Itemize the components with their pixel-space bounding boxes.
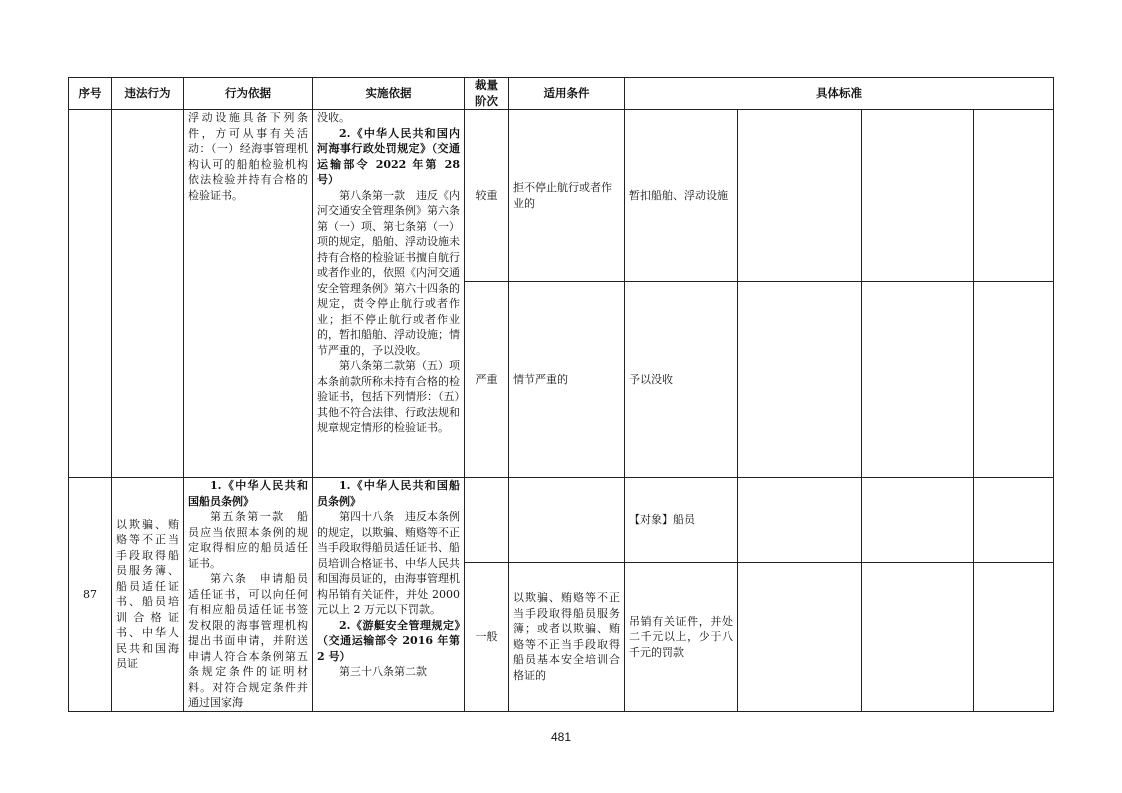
cont-no-cell [69,110,112,478]
cont-impl-p2: 2.《中华人民共和国内河海事行政处罚规定》（交通运输部令 2022 年第 28 号） [317,126,460,186]
cont-cond-a: 拒不停止航行或者作业的 [509,110,625,282]
header-discretion-level [465,78,509,110]
empty-cell [974,563,1054,711]
row-87-standard: 吊销有关证件，并处二千元以上，少于八千元的罚款 [625,563,738,711]
table-row [69,478,1054,563]
empty-cell [862,282,974,478]
cont-impl-p1: 没收。 [317,111,350,124]
row-87-impl-p2: 第四十八条 违反本条例的规定，以欺骗、贿赂等不正当手段取得船员适任证书、船员培训合格证书、中华人民共和国海员证的，由海事管理机构吊销有关证件，并处 2000 元以上 2 万元以下罚款。 [317,510,460,616]
empty-cell [509,478,625,563]
cont-level-a: 较重 [465,110,509,282]
row-87-no: 87 [69,478,112,712]
cont-cond-b: 情节严重的 [509,282,625,478]
table-header-row [69,78,1054,110]
row-87-impl-p3: 2.《游艇安全管理规定》（交通运输部令 2016 年第 2 号） [317,618,460,663]
empty-cell [738,282,862,478]
row-87-object: 【对象】船员 [625,478,738,563]
empty-cell [862,478,974,563]
row-87-basis-p2: 第五条第一款 船员应当依照本条例的规定取得相应的船员适任证书。 [188,510,308,570]
header-act-basis: 行为依据 [184,78,313,110]
header-specific-standard: 具体标准 [625,78,1054,110]
header-implementation-basis: 实施依据 [313,78,465,110]
cont-violation-cell [112,110,184,478]
empty-cell [862,110,974,282]
row-87-impl-cell [313,478,465,712]
row-87-condition: 以欺骗、贿赂等不正当手段取得船员服务簿；或者以欺骗、贿赂等不正当手段取得船员基本安全培训合格证的 [509,563,625,711]
row-87-basis-p3: 第六条 申请船员适任证书，可以向任何有相应船员适任证书签发权限的海事管理机构提出书面申请，并附送申请人符合本条例第五条规定条件的证明材料。对符合规定条件并通过国家海 [188,572,308,709]
page-number: 481 [550,730,572,744]
row-87-basis-p1: 1.《中华人民共和国船员条例》 [188,479,308,508]
header-conditions: 适用条件 [509,78,625,110]
cont-basis-text: 浮动设施具备下列条件，方可从事有关活动：（一）经海事管理机构认可的船舶检验机构依法检验并持有合格的检验证书。 [188,111,308,202]
empty-cell [862,563,974,711]
empty-cell [738,563,862,711]
row-87-impl-p1: 1.《中华人民共和国船员条例》 [317,479,460,508]
table-row [69,110,1054,282]
row-87-impl-p4: 第三十八条第二款 [339,665,427,678]
cont-impl-cell [313,110,471,478]
cont-level-b: 严重 [465,282,509,478]
row-87-violation: 以欺骗、贿赂等不正当手段取得船员服务簿、船员适任证书、船员培训合格证书、中华人民共和国海员证 [112,478,184,712]
header-violation: 违法行为 [112,78,184,110]
penalty-standards-table [68,77,1054,712]
empty-cell [465,478,509,563]
header-level-line2: 阶次 [475,93,498,108]
cont-std-b: 予以没收 [625,282,738,478]
empty-cell [738,110,862,282]
row-87-level: 一般 [465,563,509,711]
cont-impl-p4: 第八条第二款第（五）项 本条前款所称未持有合格的检验证书，包括下列情形：（五）其他不符合法律、行政法规和规章规定情形的检验证书。 [317,359,471,434]
cont-impl-p3: 第八条第一款 违反《内河交通安全管理条例》第六条第（一）项、第七条第（一）项的规定，船舶、浮动设施未持有合格的检验证书擅自航行或者作业的，依照《内河交通安全管理条例》第六十四条的规定，责令停止航行或者作业；拒不停止航行或者作业的，暂扣船舶、浮动设施；情节严重的，予以没收。 [317,188,460,357]
empty-cell [974,282,1054,478]
header-level-line1: 裁量 [475,78,498,92]
cont-std-a: 暂扣船舶、浮动设施 [625,110,738,282]
empty-cell [738,478,862,563]
empty-cell [974,478,1054,563]
cont-basis-cell [184,110,313,478]
header-no: 序号 [69,78,112,110]
empty-cell [974,110,1054,282]
row-87-basis-cell [184,478,313,712]
